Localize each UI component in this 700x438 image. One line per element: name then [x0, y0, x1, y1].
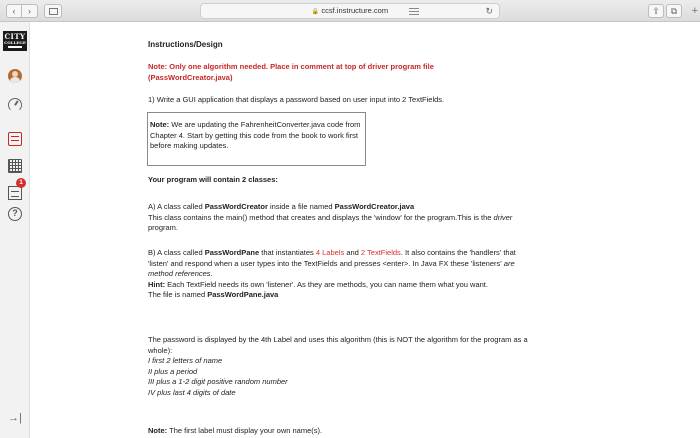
- algorithm-step: IV plus last 4 digits of date: [148, 387, 236, 397]
- help-icon[interactable]: ?: [8, 207, 22, 221]
- class-b-mid2: and: [344, 248, 361, 257]
- final-note-label: Note:: [148, 426, 168, 435]
- forward-button[interactable]: [22, 4, 38, 18]
- tabs-button[interactable]: [666, 4, 682, 18]
- class-a-line2: This class contains the main() method that creates and displays the 'window' for the program.This is the: [148, 212, 494, 222]
- note-box-text: We are updating the FahrenheitConverter.java code from Chapter 4. Start by getting this code from the book to work first before making updates.: [150, 120, 361, 150]
- class-b-file: PassWordPane.java: [207, 290, 279, 299]
- lock-icon: 🔒: [311, 9, 320, 15]
- tabs-icon: ⧉: [670, 6, 678, 16]
- reload-icon[interactable]: ↻: [485, 6, 493, 16]
- calendar-icon[interactable]: [8, 159, 22, 173]
- class-b-prefix: B) A class called: [148, 248, 205, 257]
- class-b-name: PassWordPane: [204, 248, 260, 257]
- note-box: [147, 112, 366, 166]
- share-button[interactable]: [648, 4, 664, 18]
- inbox-badge: 1: [16, 178, 26, 188]
- class-a-suffix: program.: [148, 223, 179, 232]
- browser-toolbar: [0, 0, 700, 22]
- note-box-label: Note:: [150, 120, 170, 129]
- class-b-description: [148, 248, 538, 301]
- logo-line2: COLLEGE: [4, 40, 26, 45]
- class-a-mid: inside a file named: [267, 202, 335, 211]
- college-logo[interactable]: [3, 31, 27, 51]
- page-heading: Instructions/Design: [148, 40, 223, 49]
- class-b-mid1: that instantiates: [259, 248, 316, 257]
- share-icon: ⇪: [652, 6, 660, 16]
- hint-text: Each TextField needs its own 'listener'. As they are methods, you can name them what you want.: [165, 279, 488, 289]
- red-note-line2: (PassWordCreator.java): [148, 72, 233, 82]
- chevron-left-icon: ‹: [12, 6, 16, 16]
- inbox-icon[interactable]: [8, 186, 22, 200]
- account-avatar-icon[interactable]: [8, 69, 22, 83]
- hint-label: Hint:: [148, 279, 166, 289]
- classes-heading: Your program will contain 2 classes:: [148, 175, 278, 184]
- algorithm-intro: The password is displayed by the 4th Label and uses this algorithm (this is NOT the algorithm for the program as a whole):: [148, 335, 528, 355]
- class-a-description: [148, 202, 538, 234]
- logo-line1: CITY: [4, 32, 26, 41]
- textfields-count: 2 TextFields: [360, 248, 401, 257]
- class-b-file-prefix: The file is named: [148, 290, 208, 299]
- sidebar-icon: [49, 8, 58, 15]
- courses-icon[interactable]: [8, 132, 22, 146]
- class-a-italic: driver: [493, 212, 513, 222]
- url-text: ccsf.instructure.com: [321, 6, 389, 15]
- logo-bar: [8, 46, 22, 48]
- global-nav: [0, 22, 30, 438]
- final-note-text: The first label must display your own name(s).: [167, 426, 323, 435]
- reader-icon[interactable]: [409, 8, 419, 15]
- chevron-right-icon: ›: [28, 6, 31, 16]
- final-note: [148, 426, 322, 437]
- algorithm-step: III plus a 1-2 digit positive random number: [148, 377, 288, 386]
- new-tab-button[interactable]: +: [691, 5, 698, 17]
- class-a-name: PassWordCreator: [204, 202, 268, 211]
- red-note-line1: Note: Only one algorithm needed. Place in comment at top of driver program file: [148, 62, 434, 71]
- class-a-prefix: A) A class called: [148, 202, 205, 211]
- collapse-nav-icon[interactable]: →|: [8, 412, 22, 424]
- algorithm-step: II plus a period: [148, 366, 198, 376]
- dashboard-icon[interactable]: [8, 96, 22, 110]
- address-bar[interactable]: [200, 3, 500, 19]
- sidebar-toggle-button[interactable]: [44, 4, 62, 18]
- requirement-1: 1) Write a GUI application that displays a password based on user input into 2 TextFields.: [148, 95, 445, 104]
- class-a-file: PassWordCreator.java: [334, 202, 415, 211]
- labels-count: 4 Labels: [315, 248, 345, 257]
- algorithm-step: I first 2 letters of name: [148, 356, 223, 365]
- class-b-italic: are method references.: [148, 258, 515, 278]
- algorithm-description: [148, 335, 538, 398]
- red-note: [148, 62, 528, 83]
- back-button[interactable]: [6, 4, 22, 18]
- class-b-rest: . It also contains the 'handlers' that 'listen' and respond when a user types into the TextFields and presses <enter>. In Java FX these 'listeners': [148, 248, 516, 268]
